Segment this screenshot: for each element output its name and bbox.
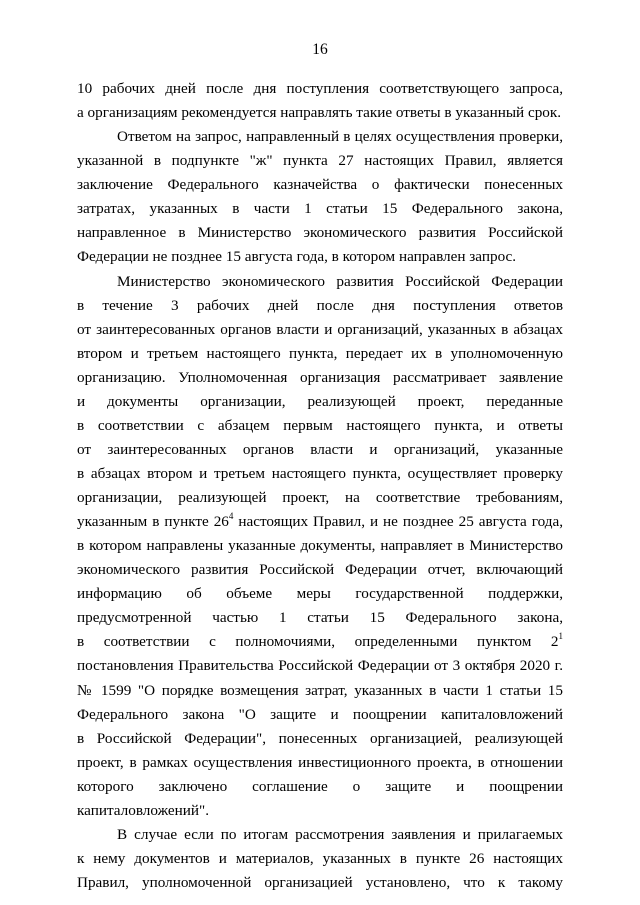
- text-line: экономического развития Российской Федерации отчет, включающий: [77, 561, 563, 579]
- text-line: Правил, уполномоченной организацией установлено, что к такому: [77, 873, 563, 891]
- paragraph-first-line: В случае если по итогам рассмотрения заявления и прилагаемых: [117, 825, 563, 843]
- text-line-with-superscript: [77, 630, 563, 654]
- text-line: Федерального закона "О защите и поощрении капиталовложений: [77, 705, 563, 723]
- text-segment: указанным в пункте 26: [77, 513, 229, 531]
- text-line: предусмотренной частью 1 статьи 15 Федерального закона,: [77, 609, 563, 627]
- text-line: в соответствии с абзацем первым настоящего пункта, и ответы: [77, 416, 563, 434]
- superscript: 4: [228, 511, 234, 522]
- text-line: затратах, указанных в части 1 статьи 15 Федерального закона,: [77, 200, 563, 218]
- text-line: указанной в подпункте "ж" пункта 27 настоящих Правил, является: [77, 152, 563, 170]
- text-line: постановления Правительства Российской Федерации от 3 октября 2020 г.: [77, 657, 563, 675]
- text-line: которого заключено соглашение о защите и поощрении: [77, 777, 563, 795]
- text-line: направленное в Министерство экономического развития Российской: [77, 224, 563, 242]
- text-line: заключение Федерального казначейства о фактически понесенных: [77, 176, 563, 194]
- text-line: в абзацах втором и третьем настоящего пункта, осуществляет проверку: [77, 464, 563, 482]
- text-segment: в соответствии с полномочиями, определенными пунктом 2: [77, 633, 559, 651]
- text-line: в Российской Федерации", понесенных организацией, реализующей: [77, 729, 563, 747]
- text-segment: настоящих Правил, и не позднее 25 августа года,: [233, 513, 563, 531]
- page-number: 16: [312, 41, 328, 58]
- text-line-with-superscript: [77, 510, 563, 534]
- text-line: и документы организации, реализующей проект, переданные: [77, 392, 563, 410]
- text-line: в котором направлены указанные документы, направляет в Министерство: [77, 537, 563, 555]
- text-line: от заинтересованных органов власти и организаций, указанные: [77, 440, 563, 458]
- text-line: Федерации не позднее 15 августа года, в котором направлен запрос.: [77, 248, 517, 266]
- text-line: организации, реализующей проект, на соответствие требованиям,: [77, 489, 563, 506]
- text-line: 10 рабочих дней после дня поступления соответствующего запроса,: [77, 80, 563, 97]
- text-line: втором и третьем настоящего пункта, передает их в уполномоченную: [77, 344, 563, 362]
- text-line: информацию об объеме меры государственной поддержки,: [77, 585, 563, 603]
- text-line: организацию. Уполномоченная организация рассматривает заявление: [77, 368, 563, 386]
- text-line: к нему документов и материалов, указанных в пункте 26 настоящих: [77, 849, 563, 867]
- paragraph-first-line: Ответом на запрос, направленный в целях осуществления проверки,: [117, 128, 563, 146]
- paragraph-first-line: Министерство экономического развития Российской Федерации: [117, 272, 563, 290]
- superscript: 1: [558, 631, 563, 642]
- text-line: № 1599 "О порядке возмещения затрат, указанных в части 1 статьи 15: [77, 681, 563, 699]
- text-line: в течение 3 рабочих дней после дня поступления ответов: [77, 296, 563, 314]
- text-line: капиталовложений".: [77, 801, 209, 819]
- text-line: проект, в рамках осуществления инвестиционного проекта, в отношении: [77, 753, 563, 771]
- text-line: а организациям рекомендуется направлять такие ответы в указанный срок.: [77, 104, 562, 122]
- text-line: от заинтересованных органов власти и организаций, указанных в абзацах: [77, 320, 563, 338]
